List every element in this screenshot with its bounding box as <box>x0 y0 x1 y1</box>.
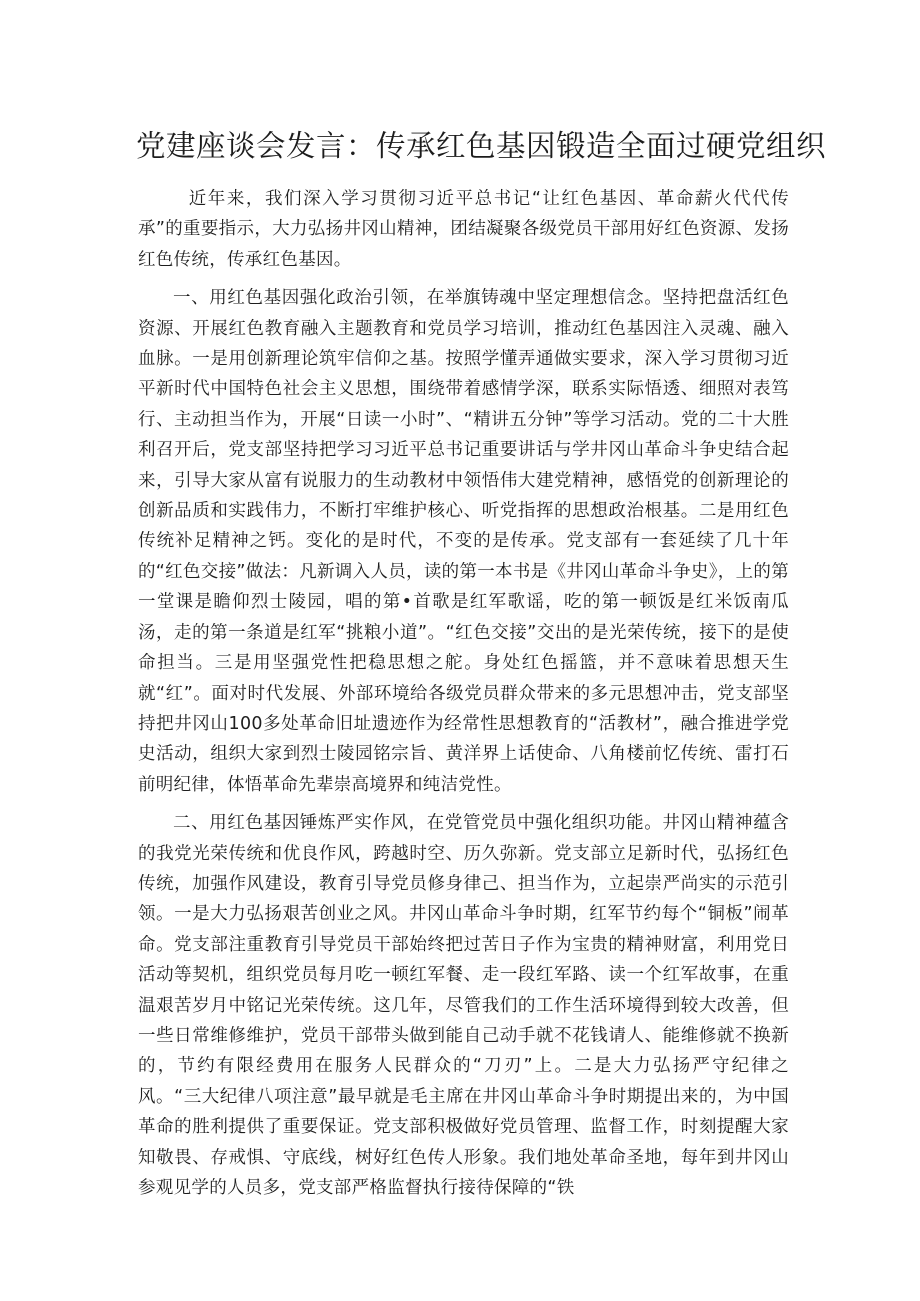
paragraph-section-one: 一、用红色基因强化政治引领，在举旗铸魂中坚定理想信念。坚持把盘活红色资源、开展红色教育融入主题教育和党员学习培训，推动红色基因注入灵魂、融入血脉。一是用创新理论筑牢信仰之基。按照学懂弄通做实要求，深入学习贯彻习近平新时代中国特色社会主义思想，围绕带着感情学深，联系实际悟透、细照对表笃行、主动担当作为，开展“日读一小时”、“精讲五分钟”等学习活动。党的二十大胜利召开后，党支部坚持把学习习近平总书记重要讲话与学井冈山革命斗争史结合起来，引导大家从富有说服力的生动教材中领悟伟大建党精神，感悟党的创新理论的创新品质和实践伟力，不断打牢维护核心、听党指挥的思想政治根基。二是用红色传统补足精神之钙。变化的是时代，不变的是传承。党支部有一套延续了几十年的“红色交接”做法：凡新调入人员，读的第一本书是《井冈山革命斗争史》，上的第一堂课是瞻仰烈士陵园，唱的第•首歌是红军歌谣，吃的第一顿饭是红米饭南瓜汤，走的第一条道是红军“挑粮小道”。“红色交接”交出的是光荣传统，接下的是使命担当。三是用坚强党性把稳思想之舵。身处红色摇篮，并不意味着思想天生就“红”。面对时代发展、外部环境给各级党员群众带来的多元思想冲击，党支部坚持把井冈山100多处革命旧址遗迹作为经常性思想教育的“活教材”，融合推进学党史活动，组织大家到烈士陵园铭宗旨、黄洋界上话使命、八角楼前忆传统、雷打石前明纪律，体悟革命先辈崇高境界和纯洁党性。 <box>138 288 789 795</box>
document-title: 党建座谈会发言：传承红色基因锻造全面过硬党组织 <box>136 129 827 163</box>
paragraph-intro: 近年来，我们深入学习贯彻习近平总书记“让红色基因、革命薪火代代传承”的重要指示，大力弘扬井冈山精神，团结凝聚各级党员干部用好红色资源、发扬红色传统，传承红色基因。 <box>138 189 789 270</box>
document-body <box>138 184 789 1211</box>
paragraph-section-two: 二、用红色基因锤炼严实作风，在党管党员中强化组织功能。井冈山精神蕴含的我党光荣传统和优良作风，跨越时空、历久弥新。党支部立足新时代，弘扬红色传统，加强作风建设，教育引导党员修身律己、担当作为，立起崇严尚实的示范引领。一是大力弘扬艰苦创业之风。井冈山革命斗争时期，红军节约每个“铜板”闹革命。党支部注重教育引导党员干部始终把过苦日子作为宝贵的精神财富，利用党日活动等契机，组织党员每月吃一顿红军餐、走一段红军路、读一个红军故事，在重温艰苦岁月中铭记光荣传统。这几年，尽管我们的工作生活环境得到较大改善，但一些日常维修维护，党员干部带头做到能自己动手就不花钱请人、能维修就不换新的，节约有限经费用在服务人民群众的“刀刃”上。二是大力弘扬严守纪律之风。“三大纪律八项注意”最早就是毛主席在井冈山革命斗争时期提出来的，为中国革命的胜利提供了重要保证。党支部积极做好党员管理、监督工作，时刻提醒大家知敬畏、存戒惧、守底线，树好红色传人形象。我们地处革命圣地，每年到井冈山参观见学的人员多，党支部严格监督执行接待保障的“铁 <box>138 813 789 1198</box>
